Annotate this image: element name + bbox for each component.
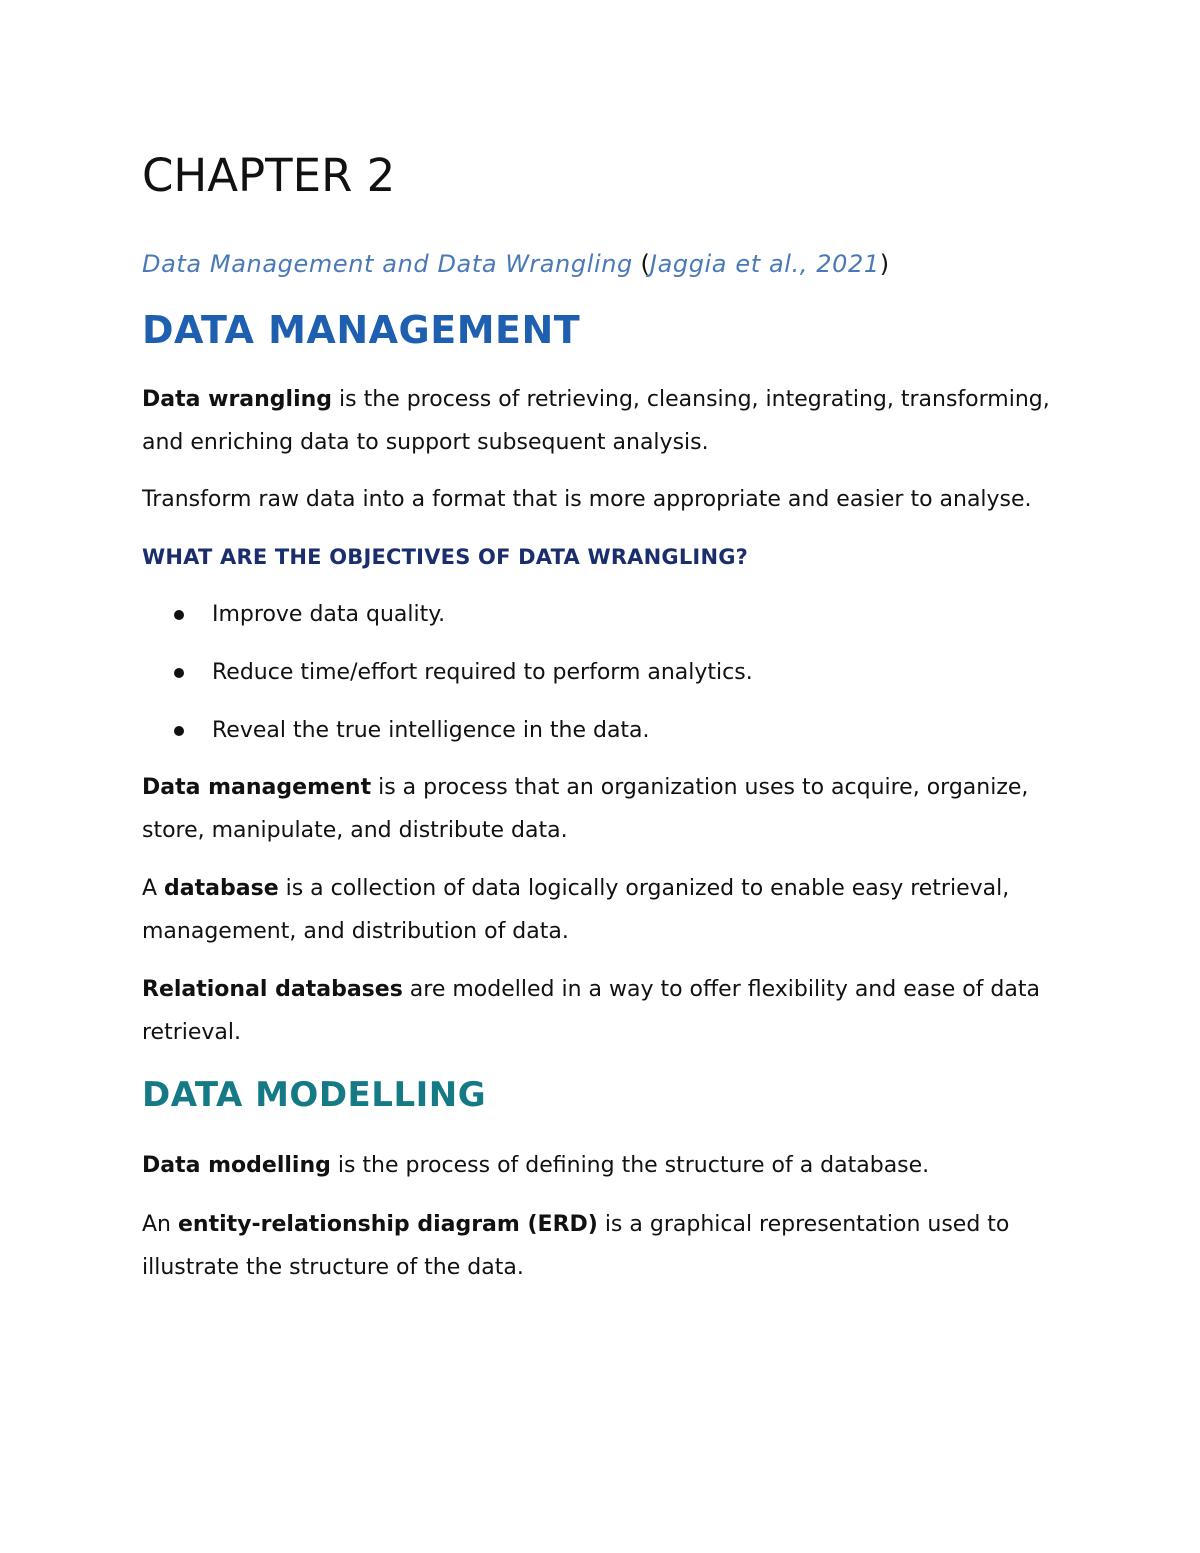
erd-prefix: An xyxy=(142,1212,178,1237)
bullet-icon xyxy=(174,726,184,736)
term-erd: entity-relationship diagram (ERD) xyxy=(178,1212,598,1237)
paragraph-data-management xyxy=(142,766,1062,852)
term-relational-databases: Relational databases xyxy=(142,977,403,1002)
paragraph-relational-databases xyxy=(142,968,1062,1054)
definition-database: is a collection of data logically organized to enable easy retrieval, management, and distribution of data. xyxy=(142,876,1010,944)
definition-data-management: is a process that an organization uses to acquire, organize, store, manipulate, and distribute data. xyxy=(142,775,1029,843)
paragraph-transform: Transform raw data into a format that is more appropriate and easier to analyse. xyxy=(142,487,1032,512)
heading-data-management: DATA MANAGEMENT xyxy=(142,308,581,352)
objectives-list xyxy=(142,597,1062,749)
list-item-text: Reveal the true intelligence in the data. xyxy=(212,718,650,743)
bullet-icon xyxy=(174,668,184,678)
chapter-title: CHAPTER 2 xyxy=(142,149,396,202)
definition-data-modelling: is the process of defining the structure of a database. xyxy=(330,1153,930,1178)
term-data-wrangling: Data wrangling xyxy=(142,387,333,412)
database-prefix: A xyxy=(142,876,165,901)
list-item xyxy=(142,597,1062,633)
list-item-text: Improve data quality. xyxy=(212,602,446,627)
term-database: database xyxy=(164,876,279,901)
document-content xyxy=(142,146,1062,1289)
definition-data-wrangling: is the process of retrieving, cleansing, integrating, transforming, and enriching data to support subsequent analysis. xyxy=(142,387,1050,455)
subtitle-link[interactable]: Data Management and Data Wrangling xyxy=(142,250,633,278)
term-data-modelling: Data modelling xyxy=(142,1153,331,1178)
subtitle-close-paren: ) xyxy=(879,250,890,278)
chapter-subtitle xyxy=(142,246,1062,282)
list-item xyxy=(142,655,1062,691)
bullet-icon xyxy=(174,610,184,620)
heading-data-modelling: DATA MODELLING xyxy=(142,1075,487,1115)
list-item-text: Reduce time/effort required to perform analytics. xyxy=(212,660,753,685)
definition-relational-databases: are modelled in a way to offer flexibility and ease of data retrieval. xyxy=(142,977,1040,1045)
paragraph-database xyxy=(142,867,1062,953)
paragraph-data-wrangling xyxy=(142,378,1062,464)
list-item xyxy=(142,713,1062,749)
heading-objectives: WHAT ARE THE OBJECTIVES OF DATA WRANGLING? xyxy=(142,545,749,569)
term-data-management: Data management xyxy=(142,775,372,800)
definition-erd: is a graphical representation used to illustrate the structure of the data. xyxy=(142,1212,1010,1280)
citation-link[interactable]: Jaggia et al., 2021 xyxy=(649,250,880,278)
paragraph-erd xyxy=(142,1203,1062,1289)
paragraph-data-modelling xyxy=(142,1144,1062,1187)
subtitle-open-paren: ( xyxy=(632,250,650,278)
